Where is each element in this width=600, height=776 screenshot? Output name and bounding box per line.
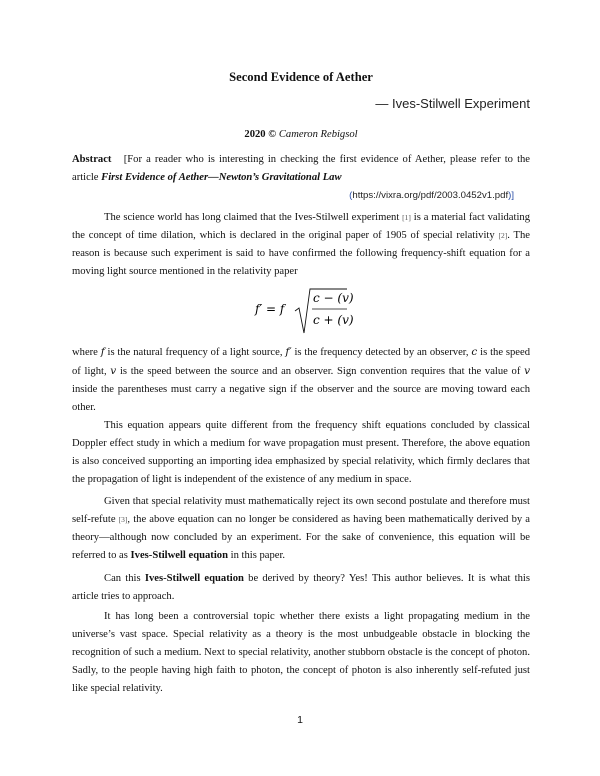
frequency-shift-equation [255, 285, 355, 345]
para4-text-c: in this paper. [230, 550, 286, 561]
para2-t2: is the natural frequency of a light source, [107, 347, 283, 358]
var-f-prime: f′ [285, 346, 292, 358]
para2-t4: is the speed of light, [72, 347, 530, 377]
para4-bold-term: Ives-Stilwell equation [130, 550, 228, 561]
paragraph-6: It has long been a controversial topic whether there exists a light propagating medium in the universe’s vast space. Special relativity as a theory is the most unbudgeable obstacle in blocking the recognition of such a medium. Next to special relativity, another stubborn obstacle is the concept of photon. Sadly, to the people having high faith to photon, the concept of photon is also inherently self-refuted just like special relativity. [72, 611, 530, 694]
url-close-paren: )] [508, 190, 514, 201]
para4-text-a: Given that special relativity must mathematically reject its own second postulate and therefore must self-refute [72, 496, 530, 525]
paragraph-5 [72, 570, 530, 606]
abstract-label: Abstract [72, 154, 112, 165]
para2-t1: where [72, 347, 98, 358]
para5-text-b: be derived by theory? Yes! This author believes. It is what this article tries to approach. [72, 573, 530, 602]
page-number: 1 [297, 714, 303, 726]
paragraph-4 [72, 493, 530, 565]
para5-bold-term: Ives-Stilwell equation [144, 573, 244, 584]
equation-lhs: f′ = f [255, 302, 285, 316]
para2-t6: inside the parentheses must carry a negative sign if the observer and the source are moving toward each other. [72, 384, 530, 413]
paragraph-1 [72, 209, 530, 281]
citation-2[interactable]: [2] [498, 231, 508, 240]
abstract [72, 151, 530, 187]
abstract-text: [For a reader who is interesting in checking the first evidence of Aether, please refer to the article [72, 154, 531, 183]
para1-text-b: is a material fact validating the concept of time dilation, which is declared in the original paper of 1905 of special relativity [72, 212, 530, 241]
var-v-2: v [524, 365, 531, 377]
para5-text-a: Can this [104, 573, 141, 584]
equation-denominator: c + (v) [313, 313, 354, 327]
reference-url-line [349, 187, 514, 205]
citation-3[interactable]: [3] [118, 515, 128, 524]
para4-text-b: , the above equation can no longer be considered as having been mathematically derived by a theory—although now concluded by an experiment. For the sake of convenience, this equation will be referred to as [72, 514, 530, 561]
abstract-ref-title: First Evidence of Aether—Newton’s Gravitational Law [101, 172, 342, 183]
var-c: c [471, 346, 478, 358]
para1-text-a: The science world has long claimed that the Ives-Stilwell experiment [104, 212, 400, 223]
citation-1[interactable]: [1] [402, 213, 411, 222]
author-name: Cameron Rebigsol [278, 129, 358, 140]
equation-graphic [255, 285, 355, 345]
var-f: f [100, 346, 105, 358]
paragraph-2 [72, 343, 530, 417]
paper-subtitle: — Ives-Stilwell Experiment [375, 96, 530, 111]
reference-url[interactable]: https://vixra.org/pdf/2003.0452v1.pdf [352, 190, 509, 201]
para2-t3: is the frequency detected by an observer, [294, 347, 469, 358]
equation-numerator: c − (v) [313, 291, 354, 305]
para2-t5: is the speed between the source and an observer. Sign convention requires that the value of [119, 366, 521, 377]
paper-title: Second Evidence of Aether [229, 70, 373, 84]
paragraph-3: This equation appears quite different from the frequency shift equations concluded by classical Doppler effect study in which a medium for wave propagation must present. Therefore, the above equation is also conceived supporting an importing idea emphasized by special relativity, which firmly declares that the propagation of light is independent of the existence of any medium in space. [72, 420, 530, 485]
var-v: v [110, 365, 117, 377]
para1-text-c: . The reason is because such experiment is said to have confirmed the following frequency-shift equation for a moving light source mentioned in the relativity paper [72, 230, 530, 277]
copyright-year: 2020 © [244, 129, 277, 140]
url-open-paren: ( [349, 190, 353, 201]
byline [72, 126, 530, 144]
